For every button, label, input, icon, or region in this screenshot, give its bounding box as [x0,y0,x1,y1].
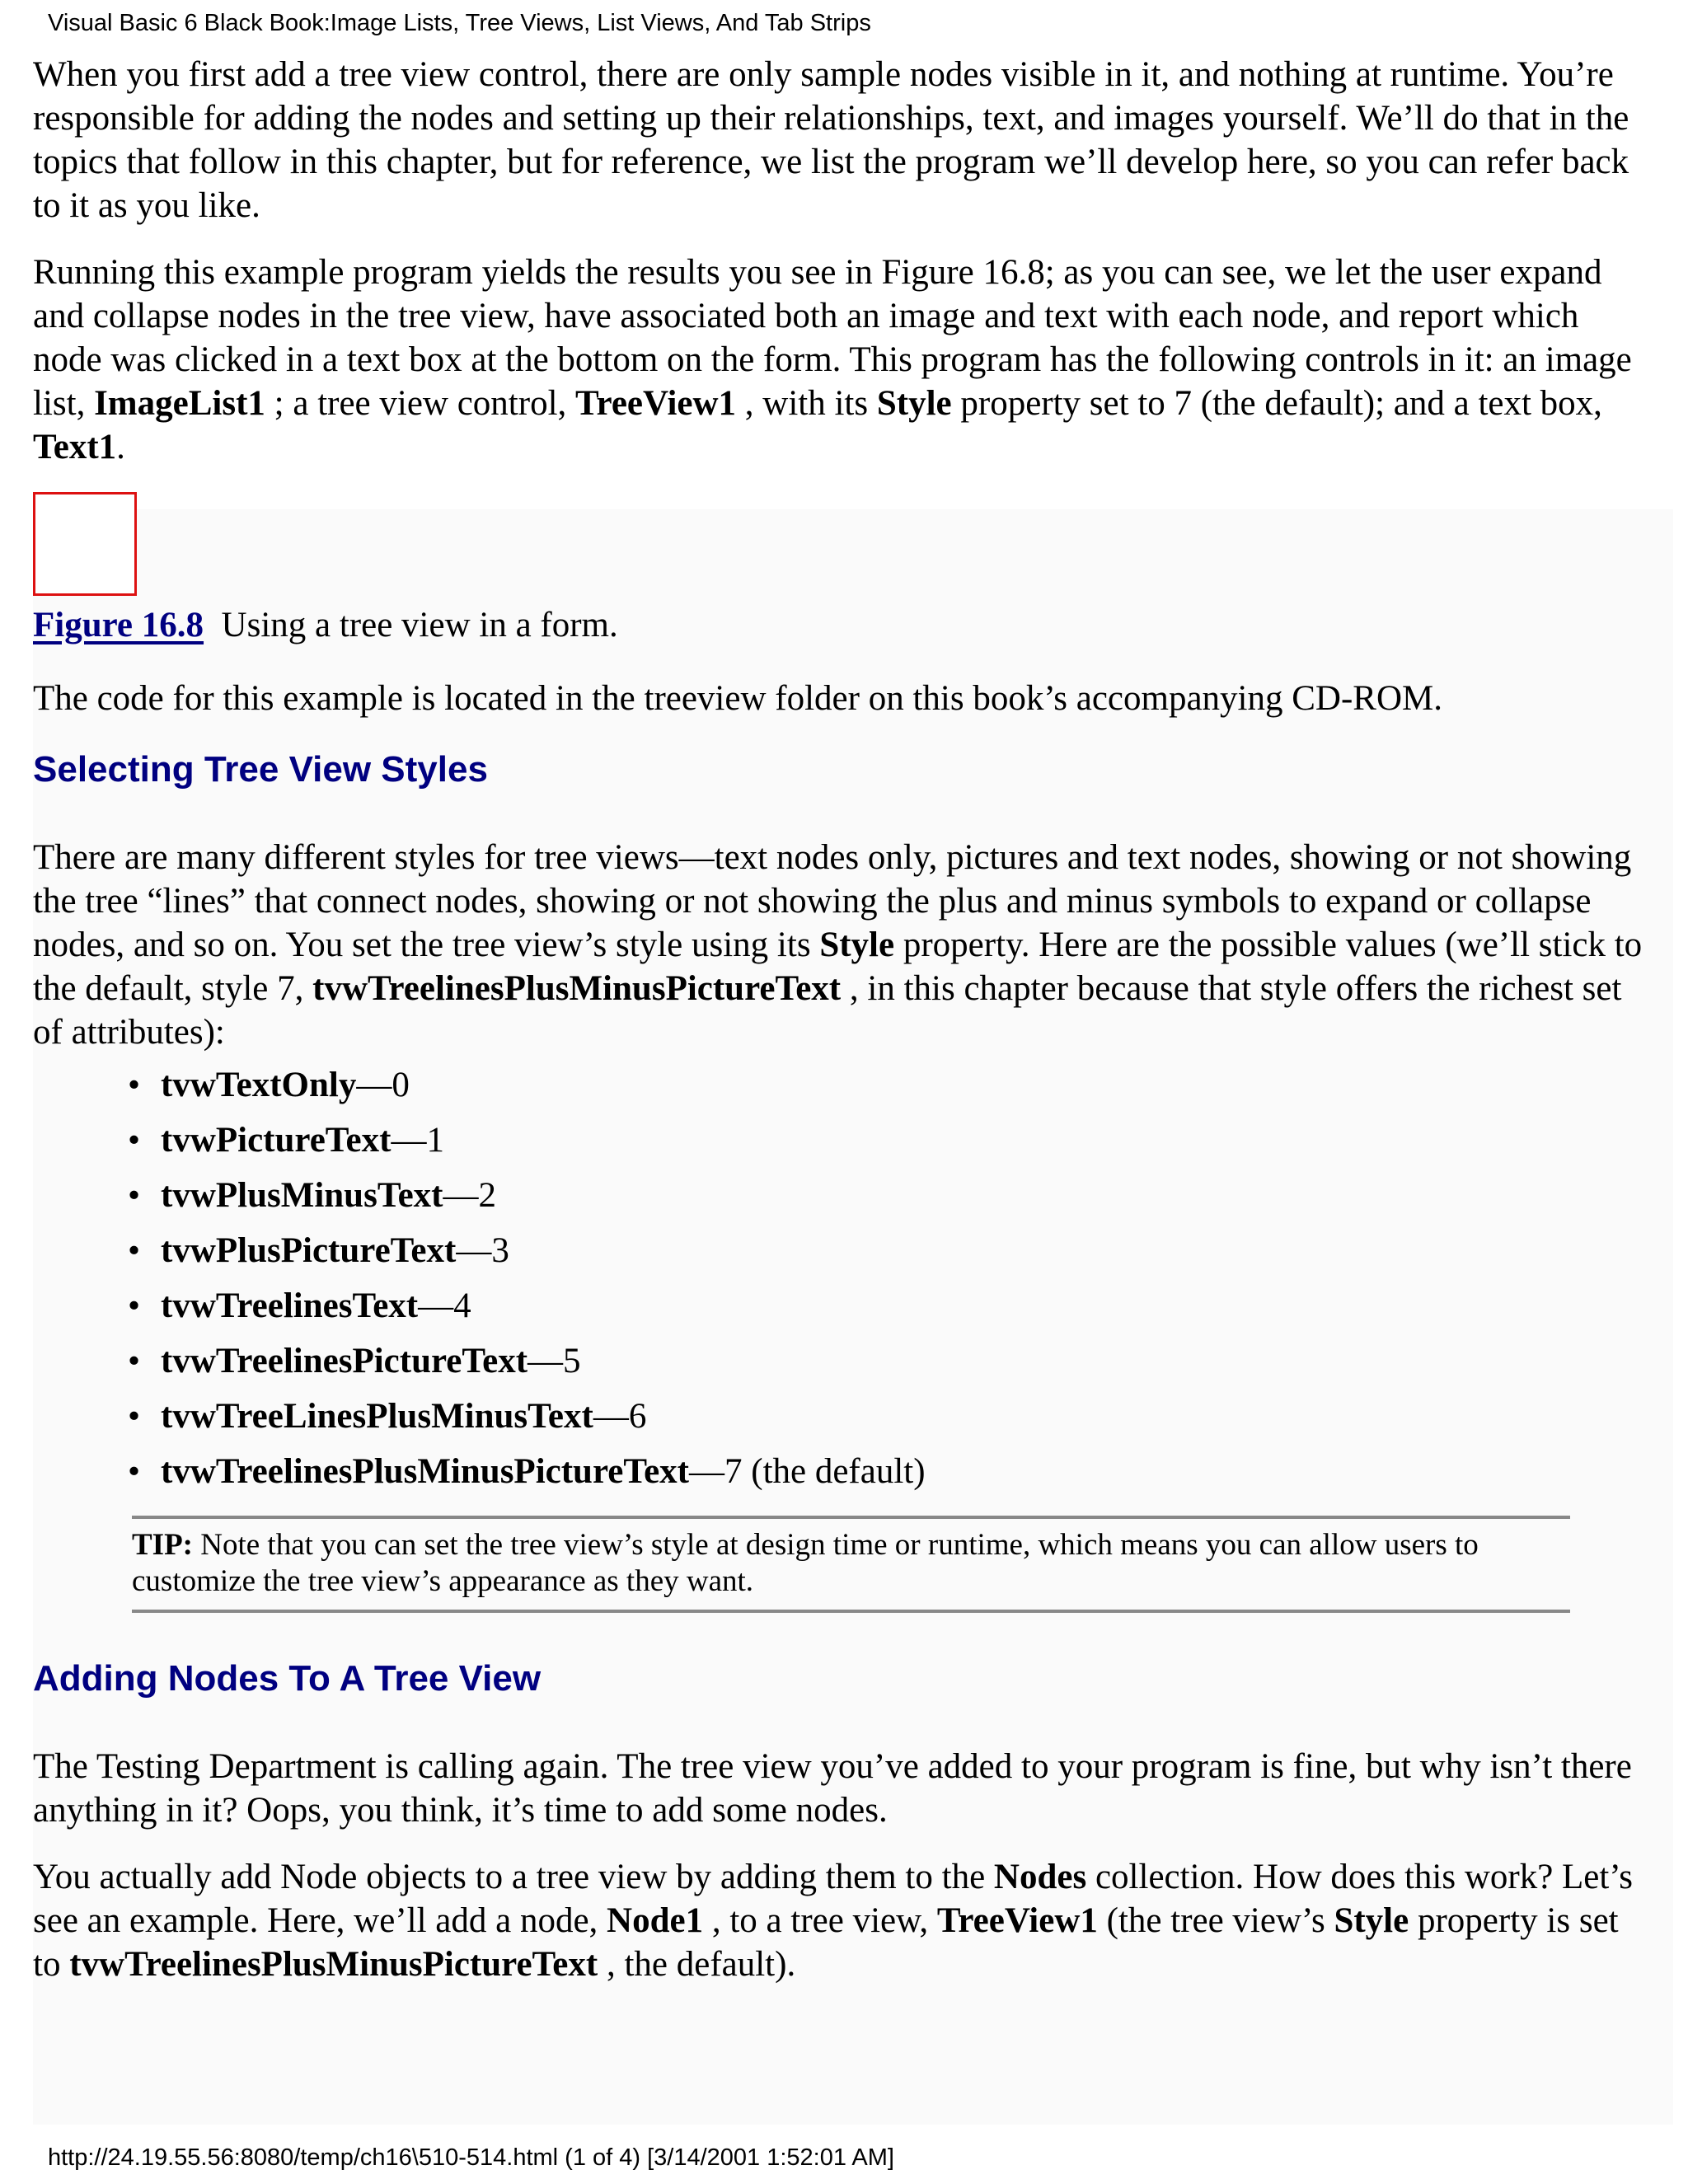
bold-term: Style [819,926,895,964]
intro-paragraph-2 [33,251,1648,469]
tip-text: Note that you can set the tree view’s style at design time or runtime, which means you can allow users to customize the tree view’s appearance as they want. [132,1528,1479,1598]
style-value: —0 [356,1066,410,1104]
tip-box [132,1516,1570,1613]
style-name: tvwPlusPictureText [161,1231,457,1270]
text-run: There are many different styles for tree views—text nodes only, pictures and text nodes, showing or not showing the tree “lines” that connect nodes, showing or not showing the plus and minus symbols to expand or collapse nodes, and so on. You set the tree view’s style using its [33,838,1632,964]
list-item [128,1223,1648,1278]
style-value: —4 [418,1286,471,1325]
text-run: property. Here are the possible values (we’ll stick to the default, style 7, [33,926,1643,1008]
style-value: —6 [593,1397,647,1436]
bold-term: Node1 [607,1901,704,1940]
main-content [33,53,1648,2009]
code-location-note: The code for this example is located in the treeview folder on this book’s accompanying CD-ROM. [33,679,1443,718]
styles-paragraph [33,836,1648,1054]
text-run: ; a tree view control, [265,384,576,423]
adding-nodes-paragraph-1: The Testing Department is calling again. The tree view you’ve added to your program is fine, but why isn’t there anything in it? Oops, you think, it’s time to add some nodes. [33,1747,1632,1830]
style-values-list [33,1057,1648,1499]
text-run: You actually add Node objects to a tree view by adding them to the [33,1858,994,1896]
bold-term: Style [1334,1901,1409,1940]
style-value: —3 [456,1231,509,1270]
page-header-title: Visual Basic 6 Black Book:Image Lists, Tree Views, List Views, And Tab Strips [48,10,871,36]
style-name: tvwPictureText [161,1121,392,1160]
figure-image-placeholder[interactable] [33,492,137,596]
figure-caption-text: Using a tree view in a form. [221,606,618,644]
style-name: tvwTreelinesPlusMinusPictureText [161,1452,689,1491]
list-item [128,1389,1648,1444]
text-run: , with its [736,384,877,423]
text-run: , in this chapter because that style offers the richest set of attributes): [33,969,1622,1052]
style-value: —5 [528,1342,581,1380]
text-run: property is set to [33,1901,1619,1984]
bold-term: tvwTreelinesPlusMinusPictureText [69,1945,598,1984]
style-name: tvwTreelinesText [161,1286,419,1325]
list-item [128,1444,1648,1499]
bold-term: Nodes [993,1858,1087,1896]
list-item [128,1113,1648,1168]
page-footer-url: http://24.19.55.56:8080/temp/ch16\510-514.html (1 of 4) [3/14/2001 1:52:01 AM] [48,2144,894,2171]
style-value: —7 (the default) [689,1452,926,1491]
text-run: . [116,428,125,466]
bold-term: Text1 [33,428,117,466]
text-run: collection. How does this work? Let’s see an example. Here, we’ll add a node, [33,1858,1634,1940]
tip-label: TIP: [132,1528,193,1562]
list-item [128,1278,1648,1333]
style-name: tvwPlusMinusText [161,1176,443,1215]
text-run: (the tree view’s [1097,1901,1334,1940]
text-run: Running this example program yields the results you see in Figure 16.8; as you can see, we let the user expand and collapse nodes in the tree view, have associated both an image and text with each node, and report which node was clicked in a text box at the bottom on the form. This program has the following controls in it: an image list, [33,253,1632,423]
intro-paragraph-1: When you first add a tree view control, there are only sample nodes visible in it, and nothing at runtime. You’re responsible for adding the nodes and setting up their relationships, text, and images yourself. We’ll do that in the topics that follow in this chapter, but for reference, we list the program we’ll develop here, so you can refer back to it as you like. [33,55,1629,225]
list-item [128,1057,1648,1113]
bold-term: TreeView1 [936,1901,1098,1940]
bold-term: TreeView1 [575,384,737,423]
figure-link[interactable]: Figure 16.8 [33,606,204,644]
adding-nodes-paragraph-2 [33,1855,1648,1986]
list-item [128,1168,1648,1223]
bold-term: Style [876,384,952,423]
figure-caption [33,601,1648,650]
style-name: tvwTextOnly [161,1066,357,1104]
style-value: —1 [391,1121,444,1160]
list-item [128,1333,1648,1389]
bold-term: ImageList1 [94,384,265,423]
style-value: —2 [443,1176,496,1215]
style-name: tvwTreelinesPictureText [161,1342,528,1380]
style-name: tvwTreeLinesPlusMinusText [161,1397,593,1436]
text-run: property set to 7 (the default); and a text box, [951,384,1602,423]
section-heading-selecting-styles: Selecting Tree View Styles [33,749,488,790]
section-heading-adding-nodes: Adding Nodes To A Tree View [33,1658,542,1699]
text-run: , to a tree view, [703,1901,937,1940]
text-run: , the default). [598,1945,796,1984]
bold-term: tvwTreelinesPlusMinusPictureText [312,969,842,1008]
